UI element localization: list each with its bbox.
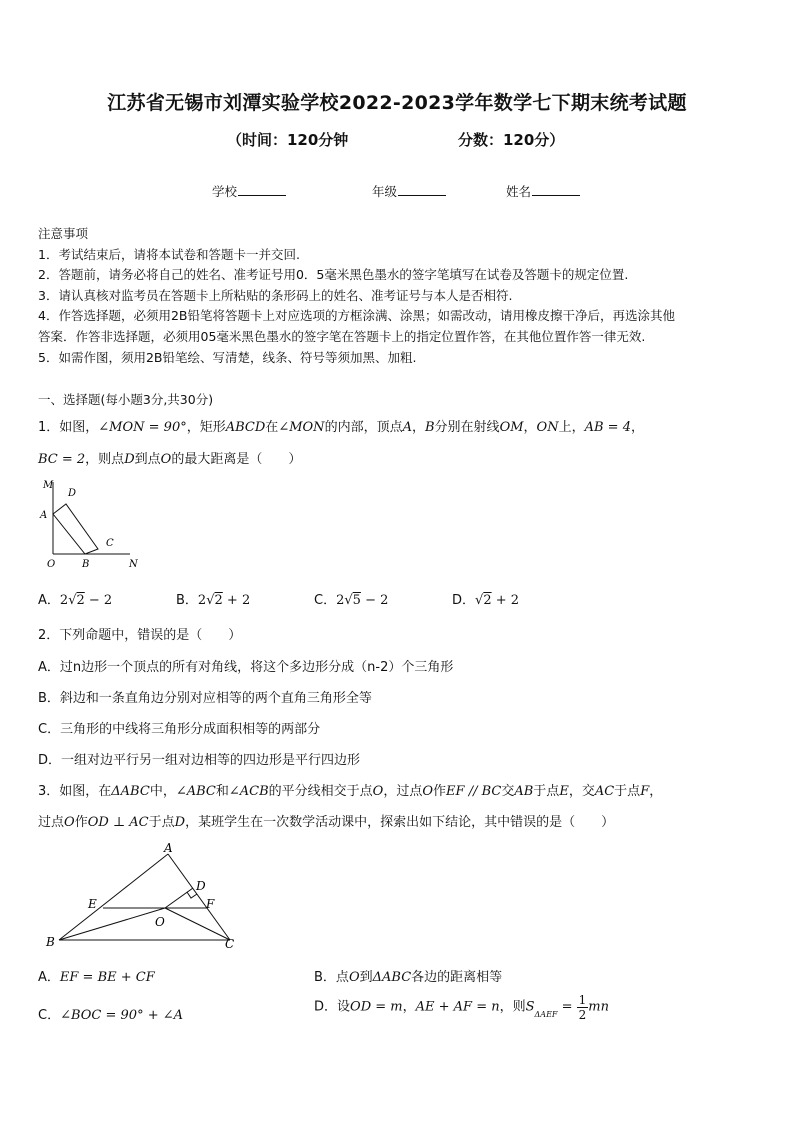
q3-stem-line1: 3．如图，在ΔABC中，∠ABC和∠ACB的平分线相交于点O，过点O作EF // BC交AB于点E，交AC于点F， xyxy=(38,784,663,799)
side-ac xyxy=(168,854,230,940)
q1-option-d[interactable]: D．√2 + 2 xyxy=(452,593,520,608)
label-b: B xyxy=(46,935,55,949)
label-c: C xyxy=(106,538,114,549)
label-f: F xyxy=(206,897,215,911)
label-o: O xyxy=(155,915,165,929)
notes-heading: 注意事项 xyxy=(38,226,89,241)
exam-time: （时间：120分钟 xyxy=(227,131,349,149)
q2-option-c[interactable]: C．三角形的中线将三角形分成面积相等的两部分 xyxy=(38,722,321,737)
label-a: A xyxy=(164,841,173,855)
note-item: 答案．作答非选择题，必须用05毫米黑色墨水的签字笔在答题卡上的指定位置作答，在其他位置作答一律无效. xyxy=(38,329,646,344)
label-n: N xyxy=(129,559,138,570)
note-item: 1．考试结束后，请将本试卷和答题卡一并交回. xyxy=(38,247,300,262)
page-title: 江苏省无锡市刘潭实验学校2022-2023学年数学七下期末统考试题 xyxy=(107,92,687,114)
label-o: O xyxy=(47,559,56,570)
fraction-one-half: $\frac{1}{2}$ xyxy=(578,993,587,1022)
q3-option-d[interactable]: D．设OD = m，AE + AF = n，则$S_{\Delta AEF}$ = $\frac{1}{2}$ mn xyxy=(314,993,609,1022)
school-field xyxy=(212,182,286,200)
section-heading: 一、选择题(每小题3分,共30分) xyxy=(38,392,214,407)
bisector-bo xyxy=(59,908,165,940)
label-c: C xyxy=(225,937,235,951)
q3-stem-line2: 过点O作OD ⊥ AC于点D，某班学生在一次数学活动课中，探索出如下结论，其中错误的是（ ） xyxy=(38,815,615,830)
q1-figure xyxy=(34,474,154,574)
q3-option-a[interactable]: A．EF = BE + CF xyxy=(38,970,155,985)
q1-stem-line2: BC = 2，则点D到点O的最大距离是（ ） xyxy=(38,452,302,467)
q1-option-a[interactable]: A．2√2 − 2 xyxy=(38,593,113,608)
q1-stem-line1: 1．如图，∠MON = 90°，矩形ABCD在∠MON的内部，顶点A，B分别在射线OM，ON上，AB = 4， xyxy=(38,420,644,435)
school-label: 学校 xyxy=(212,184,238,199)
q3-option-b[interactable]: B．点O到ΔABC各边的距离相等 xyxy=(314,970,503,985)
side-ab xyxy=(59,854,168,940)
q1-option-c[interactable]: C．2√5 − 2 xyxy=(314,593,389,608)
label-d: D xyxy=(68,488,77,499)
label-m: M xyxy=(43,480,54,491)
note-item: 4．作答选择题，必须用2B铅笔将答题卡上对应选项的方框涂满、涂黑；如需改动，请用橡皮擦干净后，再选涂其他 xyxy=(38,308,675,323)
rectangle-abcd xyxy=(53,504,98,554)
label-b: B xyxy=(82,559,90,570)
q2-stem: 2．下列命题中，错误的是（ ） xyxy=(38,628,242,643)
label-d: D xyxy=(196,879,206,893)
school-blank xyxy=(238,183,286,196)
bisector-co xyxy=(165,908,230,940)
note-item: 5．如需作图，须用2B铅笔绘、写清楚，线条、符号等须加黑、加粗. xyxy=(38,350,417,365)
q2-option-a[interactable]: A．过n边形一个顶点的所有对角线，将这个多边形分成（n-2）个三角形 xyxy=(38,660,454,675)
grade-blank xyxy=(398,183,446,196)
name-field xyxy=(506,182,580,200)
q1-option-b[interactable]: B．2√2 + 2 xyxy=(176,593,251,608)
q3-option-c[interactable]: C．∠BOC = 90° + ∠A xyxy=(38,1008,184,1023)
q3-figure xyxy=(40,838,250,953)
grade-field xyxy=(372,182,446,200)
q2-option-d[interactable]: D．一组对边平行另一组对边相等的四边形是平行四边形 xyxy=(38,753,361,768)
q2-option-b[interactable]: B．斜边和一条直角边分别对应相等的两个直角三角形全等 xyxy=(38,691,372,706)
label-e: E xyxy=(88,897,97,911)
grade-label: 年级 xyxy=(372,184,398,199)
name-label: 姓名 xyxy=(506,184,532,199)
label-a: A xyxy=(40,510,48,521)
note-item: 3．请认真核对监考员在答题卡上所粘贴的条形码上的姓名、准考证号与本人是否相符. xyxy=(38,288,513,303)
name-blank xyxy=(532,183,580,196)
note-item: 2．答题前，请务必将自己的姓名、准考证号用0．5毫米黑色墨水的签字笔填写在试卷及答题卡的规定位置. xyxy=(38,267,629,282)
exam-score: 分数：120分） xyxy=(458,131,565,149)
segment-od xyxy=(165,888,193,908)
